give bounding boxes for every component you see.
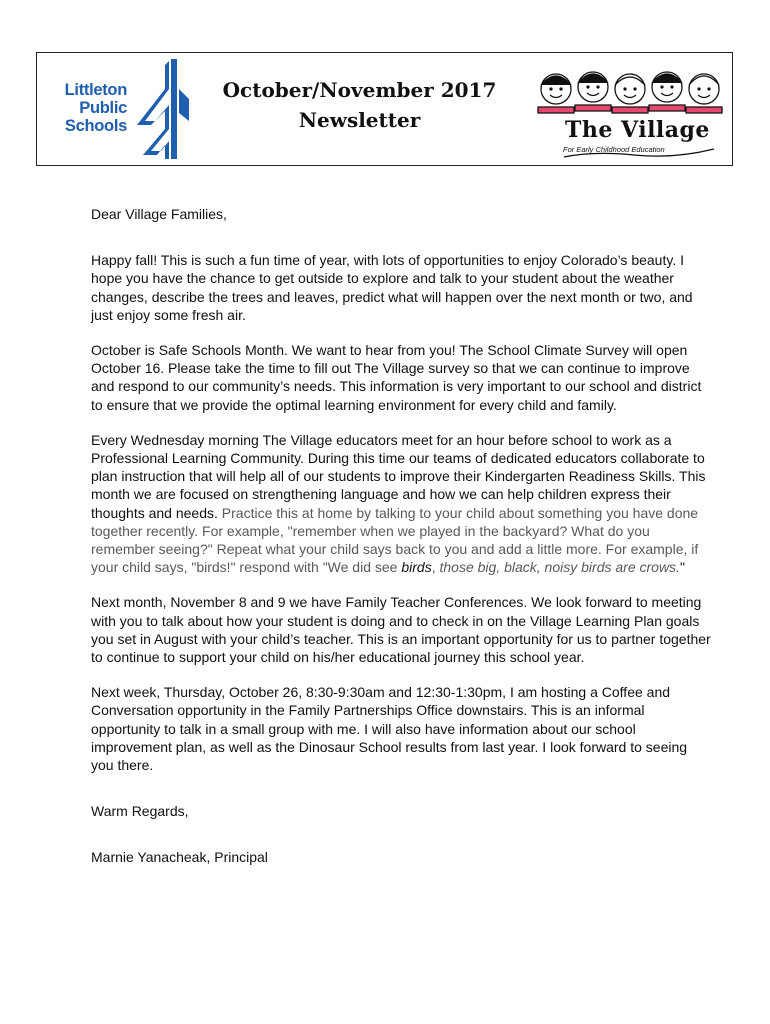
- district-logo-text: [57, 81, 127, 135]
- district-logo-line-2: Public: [79, 99, 127, 117]
- letter-paragraph-safe-schools: October is Safe Schools Month. We want to hear from you! The School Climate Survey will open October 16. Please take the time to fill out The Village survey so that we can continue to improve and respond to our community’s needs. This information is very important to our school and district to ensure that we provide the optimal learning environment for every child and family.: [91, 342, 702, 413]
- letter-signature: Marnie Yanacheak, Principal: [91, 849, 268, 866]
- letter-greeting: Dear Village Families,: [91, 206, 227, 222]
- district-logo-line-1: Littleton: [64, 81, 127, 99]
- littleton-public-schools-logo: [57, 59, 197, 159]
- district-mark-icon: [131, 59, 191, 159]
- tip-close-quote: ": [679, 559, 685, 576]
- tip-emphasis-crows: those big, black, noisy birds are crows.: [439, 559, 680, 576]
- newsletter-title-line-1: October/November 2017: [222, 78, 497, 102]
- letter-paragraph-coffee: Next week, Thursday, October 26, 8:30-9:30am and 12:30-1:30pm, I am hosting a Coffee and Conversation opportunity in the Family Partnerships Office downstairs. This is an informal opportunity to talk in a small group with me. I will also have information about our school improvement plan, as well as the Dinosaur School results from last year. I look forward to seeing you there.: [91, 684, 688, 774]
- plc-text: Every Wednesday morning The Village educators meet for an hour before school to work as a Professional Learning Community. During this time our teams of dedicated educators collaborate to plan instruction that will help all of our students to improve their Kindergarten Readiness Skills. This month we are focused on strengthening language and how we can help children express their thoughts and needs.: [91, 431, 706, 521]
- letter-paragraph-professional-learning: [91, 431, 711, 577]
- village-logo-name: The Village: [565, 117, 710, 143]
- newsletter-title: [187, 75, 532, 135]
- district-logo-line-3: Schools: [64, 117, 127, 135]
- letter-body: [91, 205, 711, 867]
- letter-paragraph-intro: Happy fall! This is such a fun time of year, with lots of opportunities to enjoy Colorado’s beauty. I hope you have the chance to get outside to explore and talk to your student about the weather changes, describe the trees and leaves, predict what will happen over the next month or two, and just enjoy some fresh air.: [91, 252, 693, 323]
- village-logo-tagline: For Early Childhood Education: [563, 145, 665, 154]
- home-practice-tip: Practice this at home by talking to your child about something you have done together recently. For example, "remember when we played in the backyard? What do you remember seeing?" Repeat what your child says back to you and add a little more. For example, if your child says, "birds!" respond with "We did see: [91, 504, 699, 576]
- newsletter-title-line-2: Newsletter: [298, 108, 421, 132]
- letter-paragraph-conferences: Next month, November 8 and 9 we have Family Teacher Conferences. We look forward to meeting with you to talk about how your student is doing and to check in on the Village Learning Plan goals you set in August with your child’s teacher. This is an important opportunity for us to partner together to continue to support your child on his/her educational journey this school year.: [91, 594, 711, 666]
- tip-comma: ,: [431, 559, 440, 576]
- newsletter-header: [36, 52, 733, 166]
- letter-closing: Warm Regards,: [91, 803, 189, 820]
- tip-emphasis-birds: birds: [401, 559, 432, 576]
